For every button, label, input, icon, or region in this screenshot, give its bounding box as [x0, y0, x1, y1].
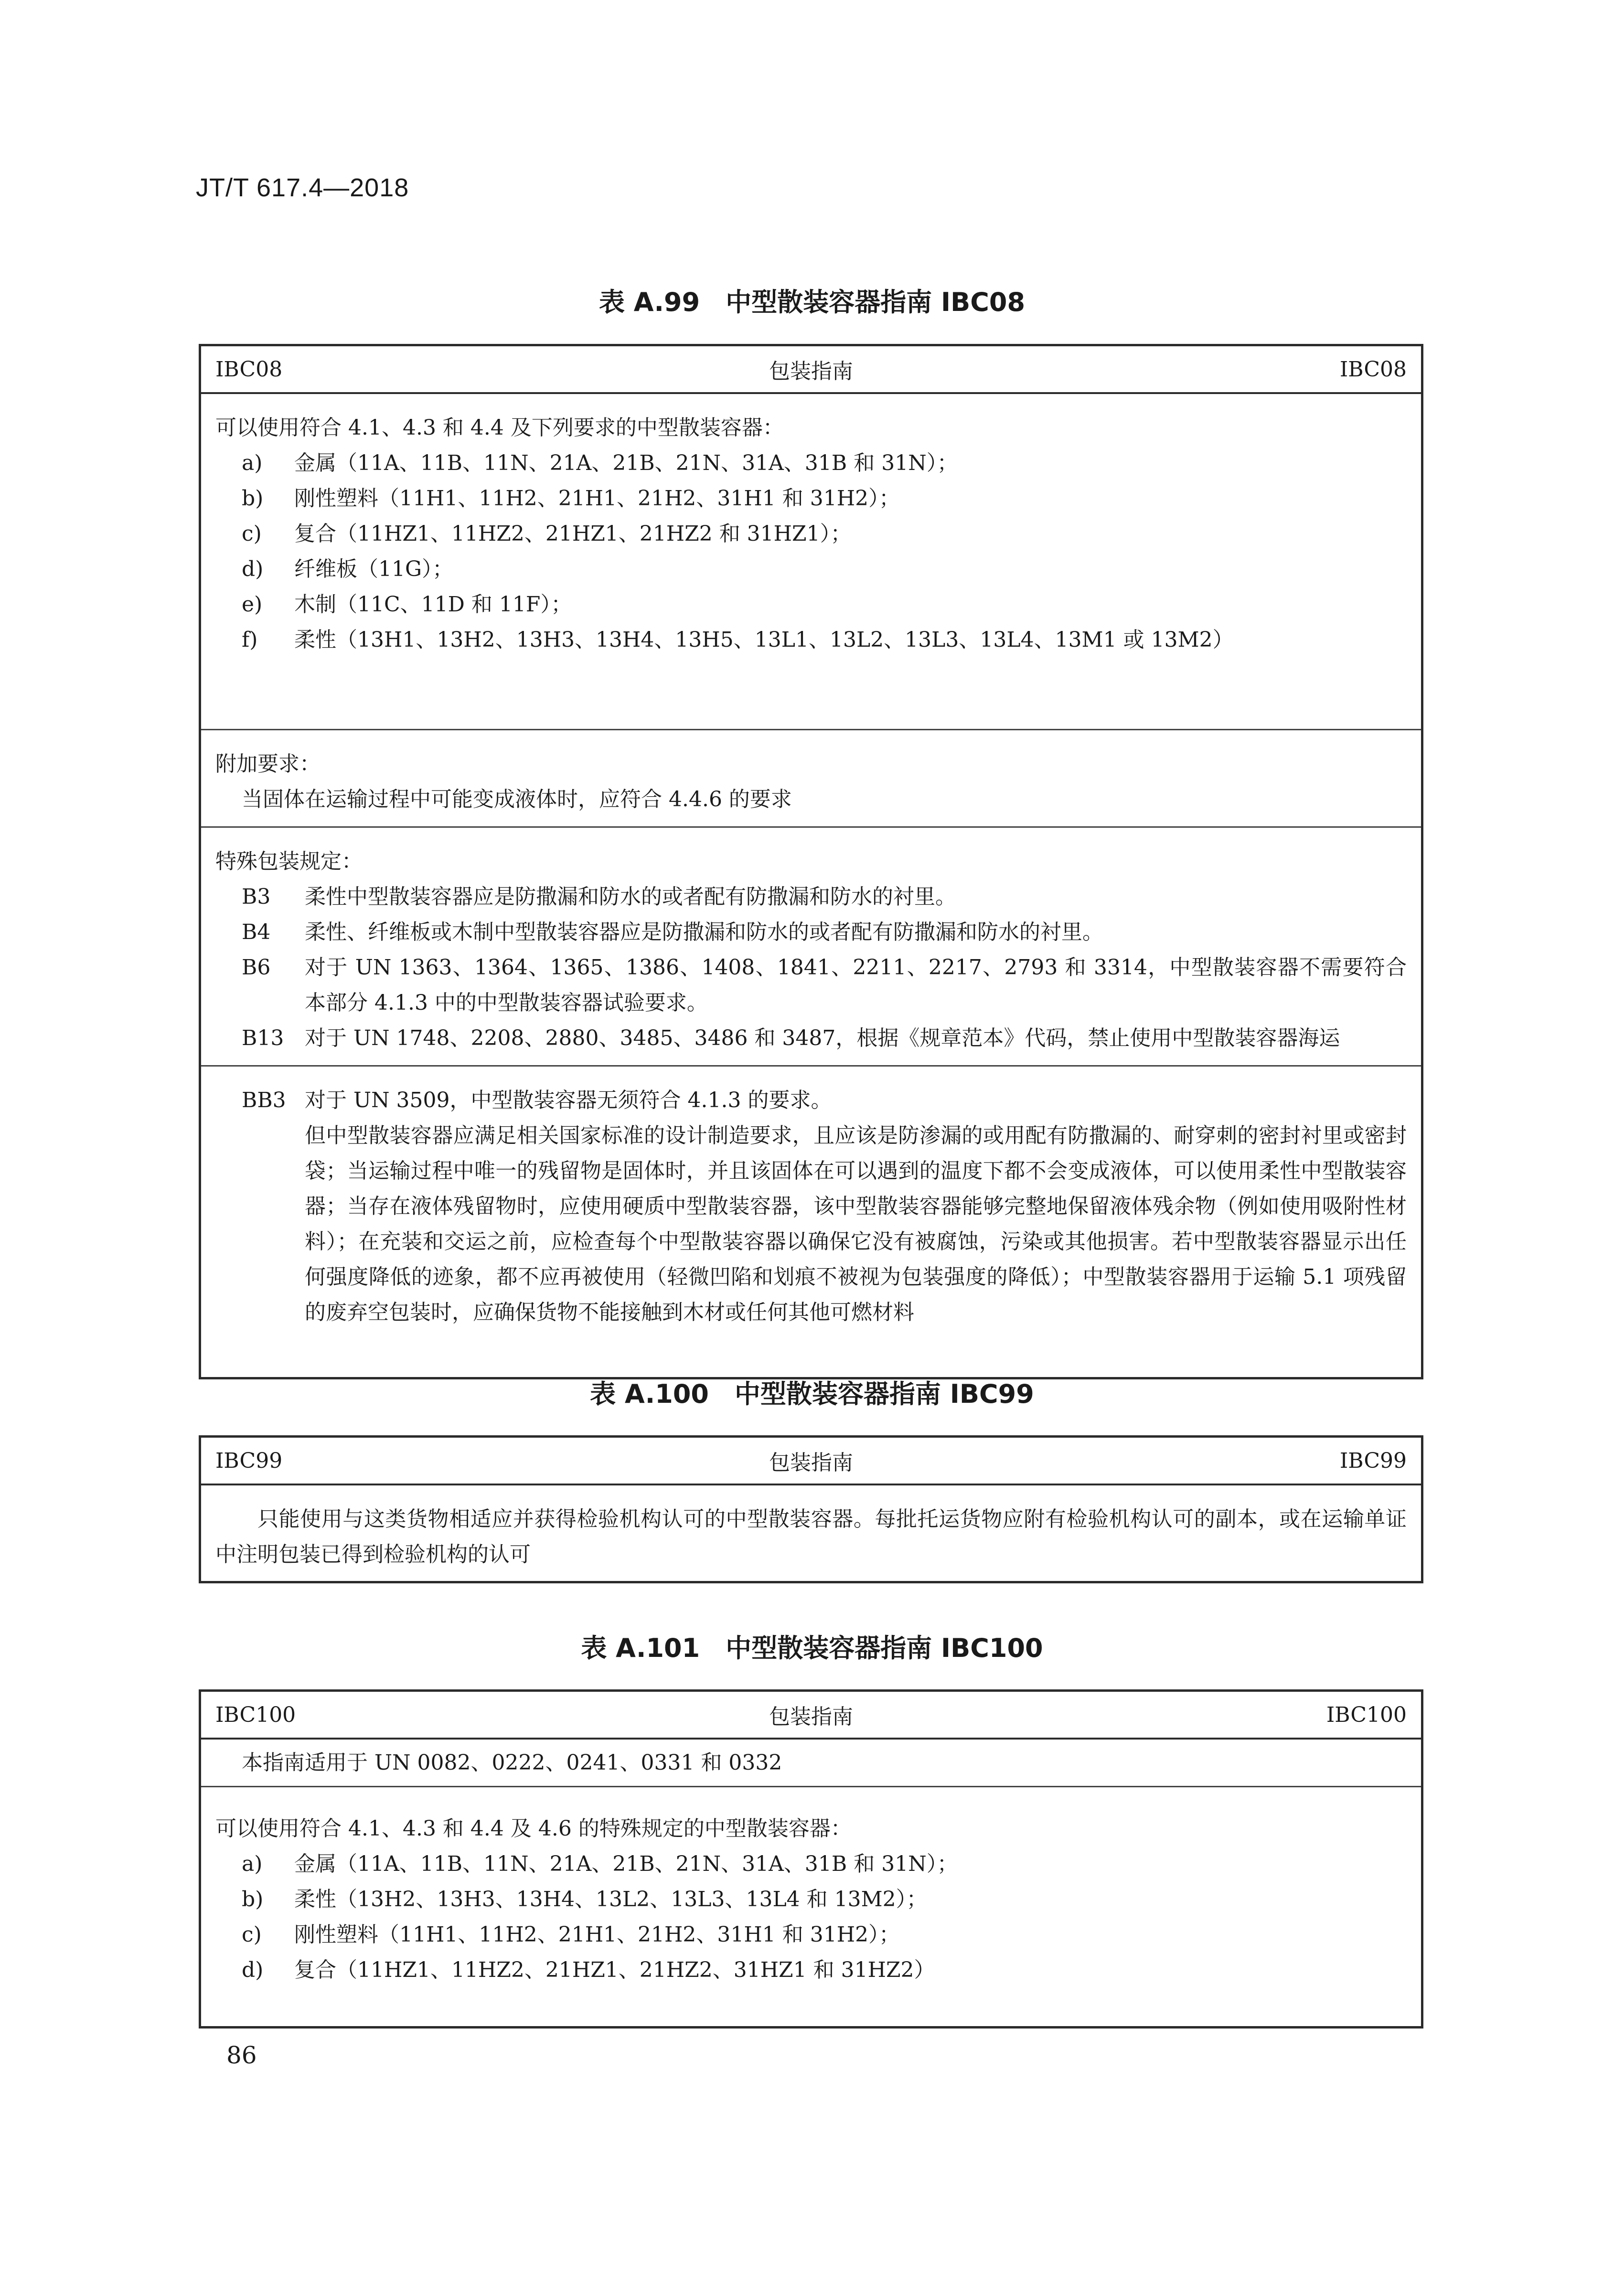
- table-a101-header: [201, 1692, 1421, 1740]
- table-a100: [199, 1435, 1423, 1583]
- section-text: 只能使用与这类货物相适应并获得检验机构认可的中型散装容器。每批托运货物应附有检验机构认可的副本，或在运输单证中注明包装已得到检验机构的认可: [215, 1507, 1407, 1567]
- table-a101-caption: 表 A.101 中型散装容器指南 IBC100: [581, 1633, 1043, 1663]
- scope-section: [201, 1740, 1421, 1787]
- section-intro: 可以使用符合 4.1、4.3 和 4.4 及 4.6 的特殊规定的中型散装容器：: [215, 1816, 852, 1841]
- header-code-right: IBC99: [1339, 1448, 1407, 1473]
- page-number: 86: [226, 2041, 257, 2069]
- special-provision-row: B13 对于 UN 1748、2208、2880、3485、3486 和 3487，根据《规章范本》代码，禁止使用中型散装容器海运: [242, 1026, 1340, 1050]
- header-title: 包装指南: [769, 1451, 853, 1475]
- header-code-right: IBC08: [1339, 357, 1407, 382]
- bb3-first-line: 对于 UN 3509，中型散装容器无须符合 4.1.3 的要求。: [305, 1088, 832, 1112]
- list-item: a) 金属（11A、11B、11N、21A、21B、21N、31A、31B 和 31N）；: [242, 1852, 958, 1876]
- special-provision-row: B4 柔性、纤维板或木制中型散装容器应是防撒漏和防水的或者配有防撒漏和防水的衬里。: [242, 920, 1103, 944]
- table-a100-header: [201, 1438, 1421, 1485]
- table-a101: [199, 1689, 1423, 2028]
- table-a99: [199, 344, 1423, 1379]
- table-a100-caption: 表 A.100 中型散装容器指南 IBC99: [590, 1379, 1034, 1409]
- section-title: 附加要求：: [215, 752, 321, 776]
- bb3-body: 但中型散装容器应满足相关国家标准的设计制造要求，且应该是防渗漏的或用配有防撒漏的、耐穿刺的密封衬里或密封袋；当运输过程中唯一的残留物是固体时，并且该固体在可以遇到的温度下都不会变成液体，可以使用柔性中型散装容器；当存在液体残留物时，应使用硬质中型散装容器，该中型散装容器能够完整地保留液体残余物（例如使用吸附性材料）；在充装和交运之前，应检查每个中型散装容器以确保它没有被腐蚀，污染或其他损害。若中型散装容器显示出任何强度降低的迹象，都不应再被使用（轻微凹陷和划痕不被视为包装强度的降低）；中型散装容器用于运输 5.1 项残留的废弃空包装时，应确保货物不能接触到木材或任何其他可燃材料: [305, 1123, 1407, 1324]
- list-item: d) 纤维板（11G）；: [242, 557, 454, 581]
- special-provision-row: B3 柔性中型散装容器应是防撒漏和防水的或者配有防撒漏和防水的衬里。: [242, 885, 956, 909]
- list-item: b) 刚性塑料（11H1、11H2、21H1、21H2、31H1 和 31H2）；: [242, 486, 900, 511]
- section-intro: 可以使用符合 4.1、4.3 和 4.4 及下列要求的中型散装容器：: [215, 416, 784, 440]
- list-item: a) 金属（11A、11B、11N、21A、21B、21N、31A、31B 和 31N）；: [242, 451, 958, 475]
- header-title: 包装指南: [769, 359, 853, 384]
- permitted-containers-section: [201, 394, 1421, 730]
- list-item: c) 刚性塑料（11H1、11H2、21H1、21H2、31H1 和 31H2）；: [242, 1922, 900, 1947]
- permitted-containers-section: [201, 1787, 1421, 2026]
- header-code-left: IBC100: [215, 1702, 296, 1727]
- header-code-left: IBC08: [215, 357, 283, 382]
- table-a99-caption: 表 A.99 中型散装容器指南 IBC08: [598, 287, 1026, 317]
- additional-requirements-section: [201, 730, 1421, 828]
- bb3-code: BB3: [242, 1088, 286, 1112]
- bb3-section: [201, 1067, 1421, 1377]
- section-text: 当固体在运输过程中可能变成液体时，应符合 4.4.6 的要求: [242, 787, 792, 811]
- list-item: e) 木制（11C、11D 和 11F）；: [242, 592, 572, 617]
- header-code-right: IBC100: [1326, 1702, 1407, 1727]
- section-title: 特殊包装规定：: [215, 849, 363, 874]
- section-text: 本指南适用于 UN 0082、0222、0241、0331 和 0332: [242, 1751, 782, 1775]
- ibc99-text-section: [201, 1485, 1421, 1581]
- table-a99-header: [201, 346, 1421, 394]
- bb3-row: [215, 1083, 1407, 1330]
- header-code-left: IBC99: [215, 1448, 283, 1473]
- special-provisions-section: [201, 828, 1421, 1067]
- special-provision-row: B6 对于 UN 1363、1364、1365、1386、1408、1841、2211、2217、2793 和 3314，中型散装容器不需要符合本部分 4.1.3 中的中型散装容器试验要求。: [242, 955, 1407, 1015]
- list-item: f) 柔性（13H1、13H2、13H3、13H4、13H5、13L1、13L2、13L3、13L4、13M1 或 13M2）: [242, 628, 1234, 652]
- document-code: JT/T 617.4—2018: [196, 173, 409, 202]
- list-item: c) 复合（11HZ1、11HZ2、21HZ1、21HZ2 和 31HZ1）；: [242, 522, 852, 546]
- header-title: 包装指南: [769, 1705, 853, 1729]
- list-item: b) 柔性（13H2、13H3、13H4、13L2、13L3、13L4 和 13M2）；: [242, 1887, 928, 1911]
- list-item: d) 复合（11HZ1、11HZ2、21HZ1、21HZ2、31HZ1 和 31HZ2）: [242, 1958, 935, 1982]
